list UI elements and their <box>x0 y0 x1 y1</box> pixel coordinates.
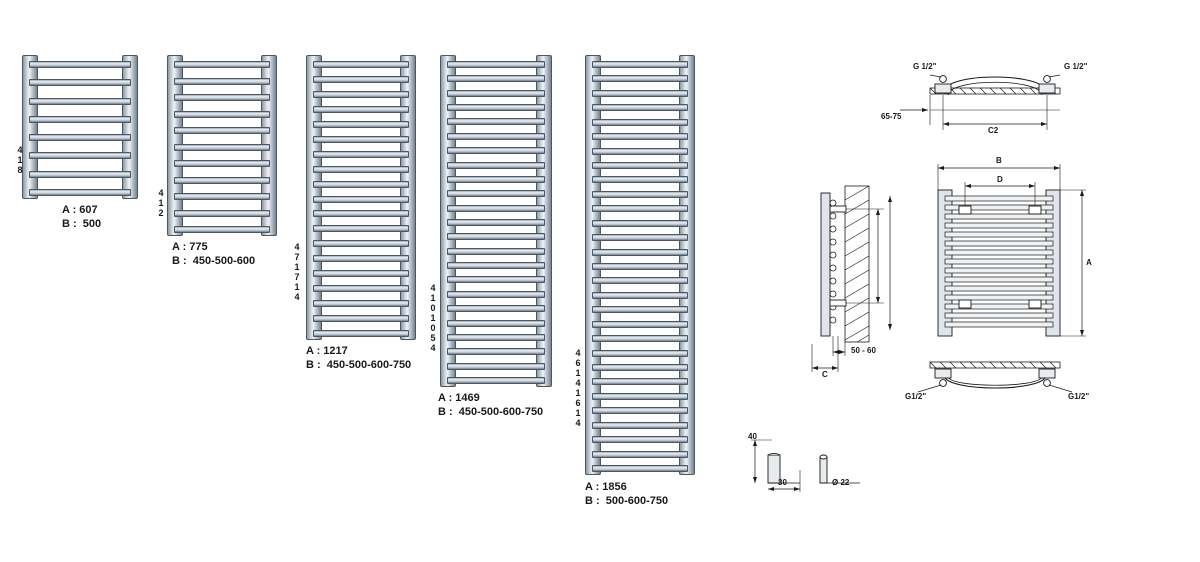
top-valve-right-thread-label: G 1/2" <box>1064 62 1088 71</box>
side-view-wall-gap-label: 50 - 60 <box>851 346 876 355</box>
radiator-1856-caption-b: B : 500-600-750 <box>585 495 669 507</box>
top-valve-left-thread-label: G 1/2" <box>913 62 937 71</box>
pin-diameter-label: Ø 22 <box>832 478 850 487</box>
bottom-valve-left-thread-label: G1/2" <box>905 392 927 401</box>
side-view-depth-label: C <box>822 370 828 379</box>
radiator-607-caption-a: A : 607 <box>62 204 98 216</box>
radiator-1217-side-dimension: 4 7 1 7 1 4 <box>294 242 300 302</box>
radiator-607-side-dimension: 4 1 8 <box>17 145 23 175</box>
bracket-depth-label: 30 <box>778 478 787 487</box>
top-valve-height-label: 65-75 <box>881 112 902 121</box>
radiator-775-caption-a: A : 775 <box>172 241 208 253</box>
radiator-1217-caption-b: B : 450-500-600-750 <box>306 359 412 371</box>
top-valve-width-label: C2 <box>988 126 999 135</box>
radiator-1469-caption-a: A : 1469 <box>438 392 480 404</box>
radiator-1856-side-dimension: 4 6 1 4 1 6 1 4 <box>575 348 581 428</box>
radiator-775-caption-b: B : 450-500-600 <box>172 255 256 267</box>
radiator-607-caption-b: B : 500 <box>62 218 102 230</box>
front-view-width-b-label: B <box>996 156 1002 165</box>
radiator-1469-side-dimension: 4 1 0 1 0 5 4 <box>430 283 436 353</box>
front-view-width-d-label: D <box>997 175 1003 184</box>
front-view-height-a-label: A <box>1086 258 1092 267</box>
radiator-1217-caption-a: A : 1217 <box>306 345 348 357</box>
radiator-1469-caption-b: B : 450-500-600-750 <box>438 406 544 418</box>
bracket-height-label: 40 <box>748 432 757 441</box>
bottom-valve-right-thread-label: G1/2" <box>1068 392 1090 401</box>
radiator-1856-caption-a: A : 1856 <box>585 481 627 493</box>
radiator-775-side-dimension: 4 1 2 <box>158 188 164 218</box>
